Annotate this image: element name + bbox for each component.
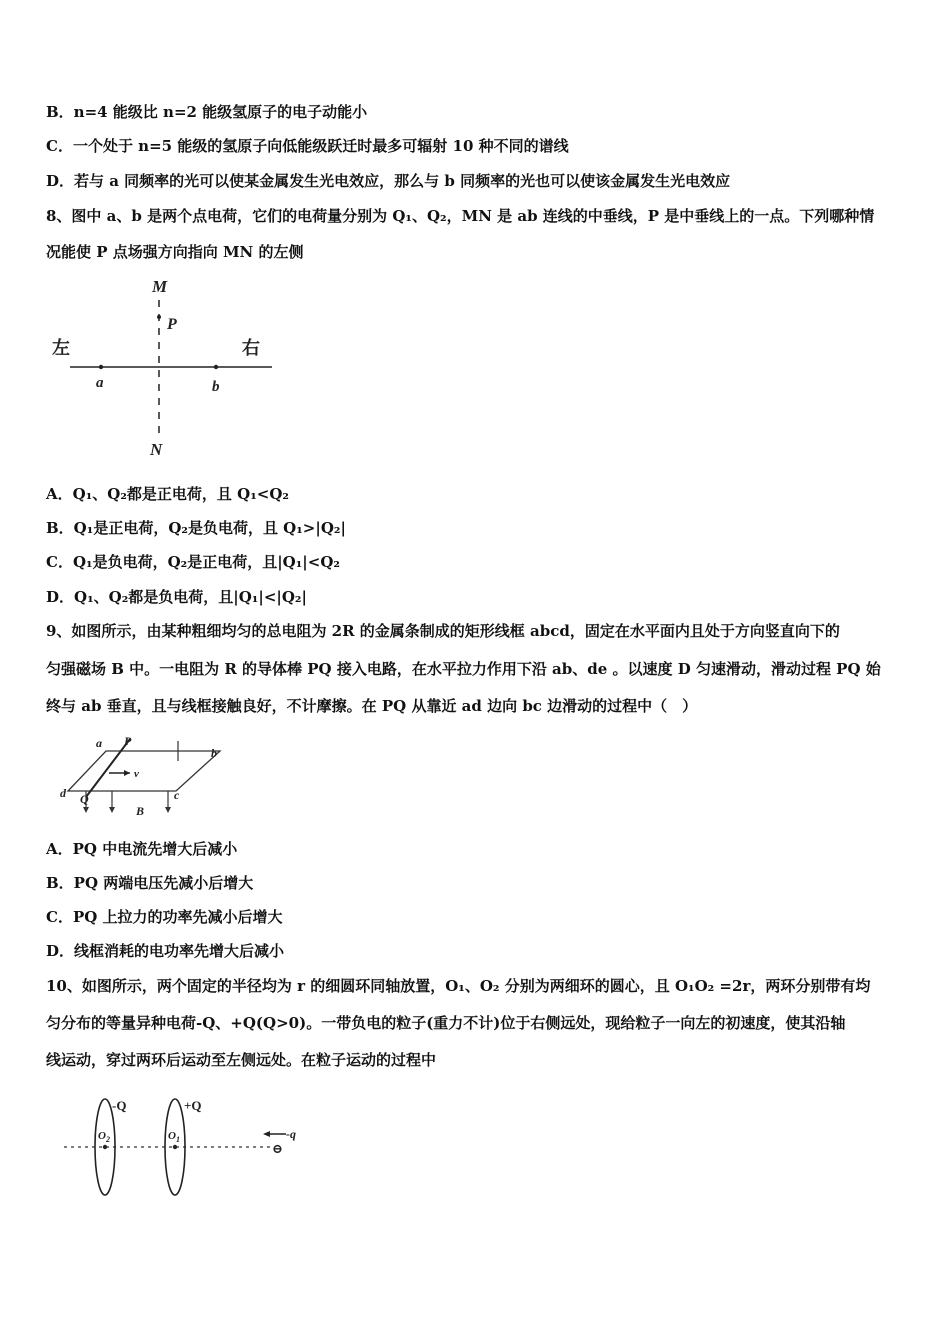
q10-stem-line3: 线运动，穿过两环后运动至左侧远处。在粒子运动的过程中 [46,1051,437,1069]
q9-option-b: B．PQ 两端电压先减小后增大 [46,874,254,892]
q8-label-n: N [150,440,163,459]
q9-figure [46,733,246,825]
q8-stem-line2: 况能使 P 点场强方向指向 MN 的左侧 [46,243,304,261]
q9-stem-line3: 终与 ab 垂直，且与线框接触良好，不计摩擦。在 PQ 从靠近 ad 边向 bc 边滑动的过程中（ ） [46,697,698,715]
q10-label-o1-sub: 1 [176,1135,180,1144]
q10-label-o1: O [168,1130,176,1142]
q9-option-a: A．PQ 中电流先增大后减小 [46,840,238,858]
q9-stem-line2: 匀强磁场 B 中。一电阻为 R 的导体棒 PQ 接入电路，在水平拉力作用下沿 ab、de 。以速度 D 匀速滑动，滑动过程 PQ 始 [46,660,881,678]
q10-label-q: -q [286,1127,296,1141]
q10-particle-icon: ⊖ [272,1141,283,1156]
q10-label-neg-q: -Q [112,1098,127,1113]
q8-stem-line1: 8、图中 a、b 是两个点电荷，它们的电荷量分别为 Q₁、Q₂，MN 是 ab 连线的中垂线，P 是中垂线上的一点。下列哪种情 [46,207,875,225]
q8-option-c: C．Q₁是负电荷，Q₂是正电荷，且|Q₁|<Q₂ [46,553,340,571]
q8-option-b: B．Q₁是正电荷，Q₂是负电荷，且 Q₁>|Q₂| [46,519,346,537]
q10-stem-line2: 匀分布的等量异种电荷-Q、+Q(Q>0)。一带负电的粒子(重力不计)位于右侧远处，现给粒子一向左的初速度，使其沿轴 [46,1014,846,1032]
q7-option-d: D．若与 a 同频率的光可以使某金属发生光电效应，那么与 b 同频率的光也可以使该金属发生光电效应 [46,172,731,190]
q8-figure [46,272,286,462]
q10-label-o2-sub: 2 [106,1135,110,1144]
q7-option-b: B．n=4 能级比 n=2 能级氢原子的电子动能小 [46,103,368,121]
q9-label-b: b [211,746,217,760]
q9-label-v: v [134,768,139,780]
q8-option-a: A．Q₁、Q₂都是正电荷，且 Q₁<Q₂ [46,485,289,503]
q9-label-q: Q [80,792,89,806]
q8-label-left: 左 [52,338,70,358]
q7-option-c: C．一个处于 n=5 能级的氢原子向低能级跃迁时最多可辐射 10 种不同的谱线 [46,137,569,155]
q10-label-o2: O [98,1130,106,1142]
q9-label-c: c [174,788,180,802]
q8-label-m: M [152,277,168,296]
q8-label-a: a [96,375,104,391]
q9-label-p: P [124,734,132,748]
q9-option-d: D．线框消耗的电功率先增大后减小 [46,942,285,960]
q9-stem-line1: 9、如图所示，由某种粗细均匀的总电阻为 2R 的金属条制成的矩形线框 abcd，固定在水平面内且处于方向竖直向下的 [46,622,840,640]
q8-label-p: P [167,316,177,333]
q10-stem-line1: 10、如图所示，两个固定的半径均为 r 的细圆环同轴放置，O₁、O₂ 分别为两细环的圆心，且 O₁O₂ =2r，两环分别带有均 [46,977,871,995]
q9-label-d: d [60,786,66,800]
q8-option-d: D．Q₁、Q₂都是负电荷，且|Q₁|<|Q₂| [46,588,307,606]
q9-label-a: a [96,736,102,750]
q10-figure [60,1094,310,1206]
q9-option-c: C．PQ 上拉力的功率先减小后增大 [46,908,283,926]
q10-label-pos-q: +Q [184,1098,202,1113]
q8-label-right: 右 [242,338,260,358]
q8-label-b: b [212,379,220,395]
q9-label-b-field: B [136,804,145,818]
